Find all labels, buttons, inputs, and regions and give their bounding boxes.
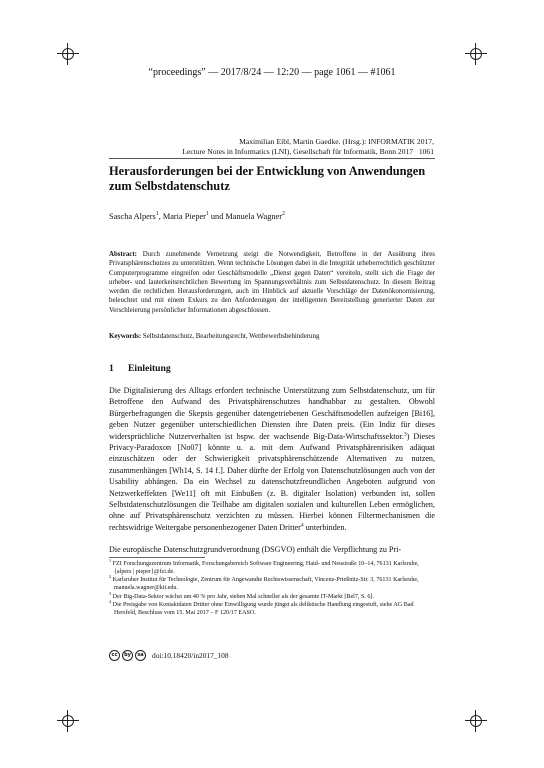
header-rule [109, 158, 435, 159]
abstract-text: Durch zunehmende Vernetzung steigt die Notwendigkeit, Betroffene in der Ausübung ihres Privatsphärenschutzes zu unterstützen. Wenn technische Lösungen dabei in die Integrität urheberrechtlich geschützter Computerprogramme eingreifen oder Geschäftsmodelle „Dienst gegen Daten“ vereiteln, stellt sich die Frage der urheber- und lauterkeitsrechtlichen Bewertung im Spannungsverhältnis zum Selbstdatenschutz. In diesem Beitrag werden die rechtlichen Herausforderungen, auch im Hinblick auf aktuelle Vorschläge der Datenökonomisierung, beleuchtet und mit einem Exkurs zu den Anforderungen der intelligenten Bereitstellung generierter Daten zur Verschleierung persönlicher Informationen abgeschlossen. [109, 251, 435, 314]
footnote-text: FZI Forschungszentrum Informatik, Forschungsbereich Software Engineering, Haid- und Neustraße 10–14, 76131 Karlsruhe, {alpers | pieper}@fzi.de. [111, 561, 419, 576]
doi-link[interactable]: doi:10.18420/in2017_108 [152, 651, 229, 660]
footnote-mark: 4 [300, 522, 304, 529]
affiliation-mark: 1 [205, 211, 209, 218]
title-line2: zum Selbstdatenschutz [109, 179, 230, 193]
title-line1: Herausforderungen bei der Entwicklung von Anwendungen [109, 164, 426, 178]
section-title: Einleitung [128, 363, 171, 374]
keywords-label: Keywords: [109, 333, 142, 340]
share-alike-icon: sa [135, 650, 146, 661]
footnotes [109, 557, 435, 617]
publication-info-line2 [182, 147, 434, 157]
author-name: und Manuela Wagner [208, 212, 282, 221]
author-list [109, 212, 285, 221]
footnote-text: Karlsruher Institut für Technologie, Zentrum für Angewandte Rechtswissenschaft, Vincenz-Prießnitz-Str. 3, 76131 Karlsruhe, manuela.wagner@kit.edu. [111, 577, 419, 592]
body-text: ) Dieses Privacy-Paradoxon [No07] könnte u. a. mit dem Aufwand Privatsphärenrisiken adäquat einzuschätzen oder der Schwierigkeit privatsphärenschützende Alternativen zu nutzen, zusammenhängen [Wh14, S. 14 f.]. Daher dürfte der Erfolg von Datenschutzlösungen auch von der Usability abhängen. Da ein Wechsel zu datenschutzfreundlichen Angeboten aufgrund von Netzwerkeffekten [We11] oft mit Einbußen (z. B. digitaler Isolation) verbunden ist, sollen Selbstdatenschutzlösungen die Teilhabe am digitalen sozialen und kulturellen Leben ermöglichen, ohne auf Privatsphärenschutz verzichten zu müssen. Hierbei können Filtermechanismen die rechtswidrige Weitergabe personenbezogener Daten Dritter [109, 431, 435, 532]
affiliation-mark: 2 [281, 211, 285, 218]
crop-mark-icon [57, 710, 79, 732]
keywords [109, 333, 435, 340]
footnote-text: Die Preisgabe von Kontaktdaten Dritter ohne Einwilligung wurde jüngst als deliktische Handlung eingestuft, siehe AG Bad Hersfeld, Beschluss vom 15. Mai 2017 – F 120/17 EASO. [111, 601, 414, 616]
paper-title [109, 164, 439, 194]
creative-commons-icon: cc [109, 650, 120, 661]
footnote-number: 1 [109, 557, 112, 563]
affiliation-mark: 1 [155, 211, 159, 218]
abstract-label: Abstract: [109, 251, 137, 258]
crop-mark-icon [465, 710, 487, 732]
keywords-text: Selbstdatenschutz, Bearbeitungsrecht, Wettbewerbsbehinderung [141, 333, 320, 340]
abstract [109, 250, 435, 315]
proceedings-header: “proceedings” — 2017/8/24 — 12:20 — page 1061 — #1061 [148, 67, 396, 78]
body-paragraph [109, 385, 435, 533]
body-text: Die Digitalisierung des Alltags erfordert technische Unterstützung zum Selbstdatenschutz, um für Betroffene den Aufwand des Privatsphärenschutzes handhabbar zu gestalten. Obwohl Bürgerbefragungen die Skepsis gegenüber datengetriebenen Geschäftsmodellen aufzeigen [Bi16], geben Nutzer gegenüber unterschiedlichen Diensten ihre Daten preis. (Ein Indiz für dieses widersprüchliche Nutzerverhalten ist bspw. der wachsende Big-Data-Wirtschaftssektor. [109, 386, 435, 441]
license-doi-row [109, 650, 229, 661]
footnote-number: 4 [109, 598, 112, 604]
footnote-number: 3 [109, 590, 112, 596]
footnote-mark: 3 [403, 430, 407, 437]
body-text: unterbinden. [303, 522, 347, 532]
author-name: Sascha Alpers [109, 212, 156, 221]
crop-mark-icon [465, 43, 487, 65]
body-paragraph: Die europäische Datenschutzgrundverordnung (DSGVO) enthält die Verpflichtung zu Pri- [109, 545, 402, 554]
publication-info-line1: Maximilian Eibl, Martin Gaedke. (Hrsg.): INFORMATIK 2017, [239, 137, 434, 146]
publication-info-text: Lecture Notes in Informatics (LNI), Gesellschaft für Informatik, Bonn 2017 [182, 147, 414, 157]
footnote [109, 557, 435, 576]
section-number: 1 [109, 363, 114, 374]
crop-mark-icon [57, 43, 79, 65]
footnote [109, 590, 435, 601]
footnote-rule [109, 557, 205, 558]
publication-info [182, 137, 434, 158]
footnote [109, 576, 435, 592]
footnote [109, 598, 435, 617]
author-name: , Maria Pieper [158, 212, 206, 221]
footnote-number: 2 [109, 574, 112, 580]
page-number: 1061 [418, 147, 434, 157]
attribution-icon: by [122, 650, 133, 661]
footnote-text: Der Big-Data-Sektor wächst um 40 % pro Jahr, sieben Mal schneller als der gesamte IT-Markt [Bel7, S. 6]. [111, 593, 374, 600]
